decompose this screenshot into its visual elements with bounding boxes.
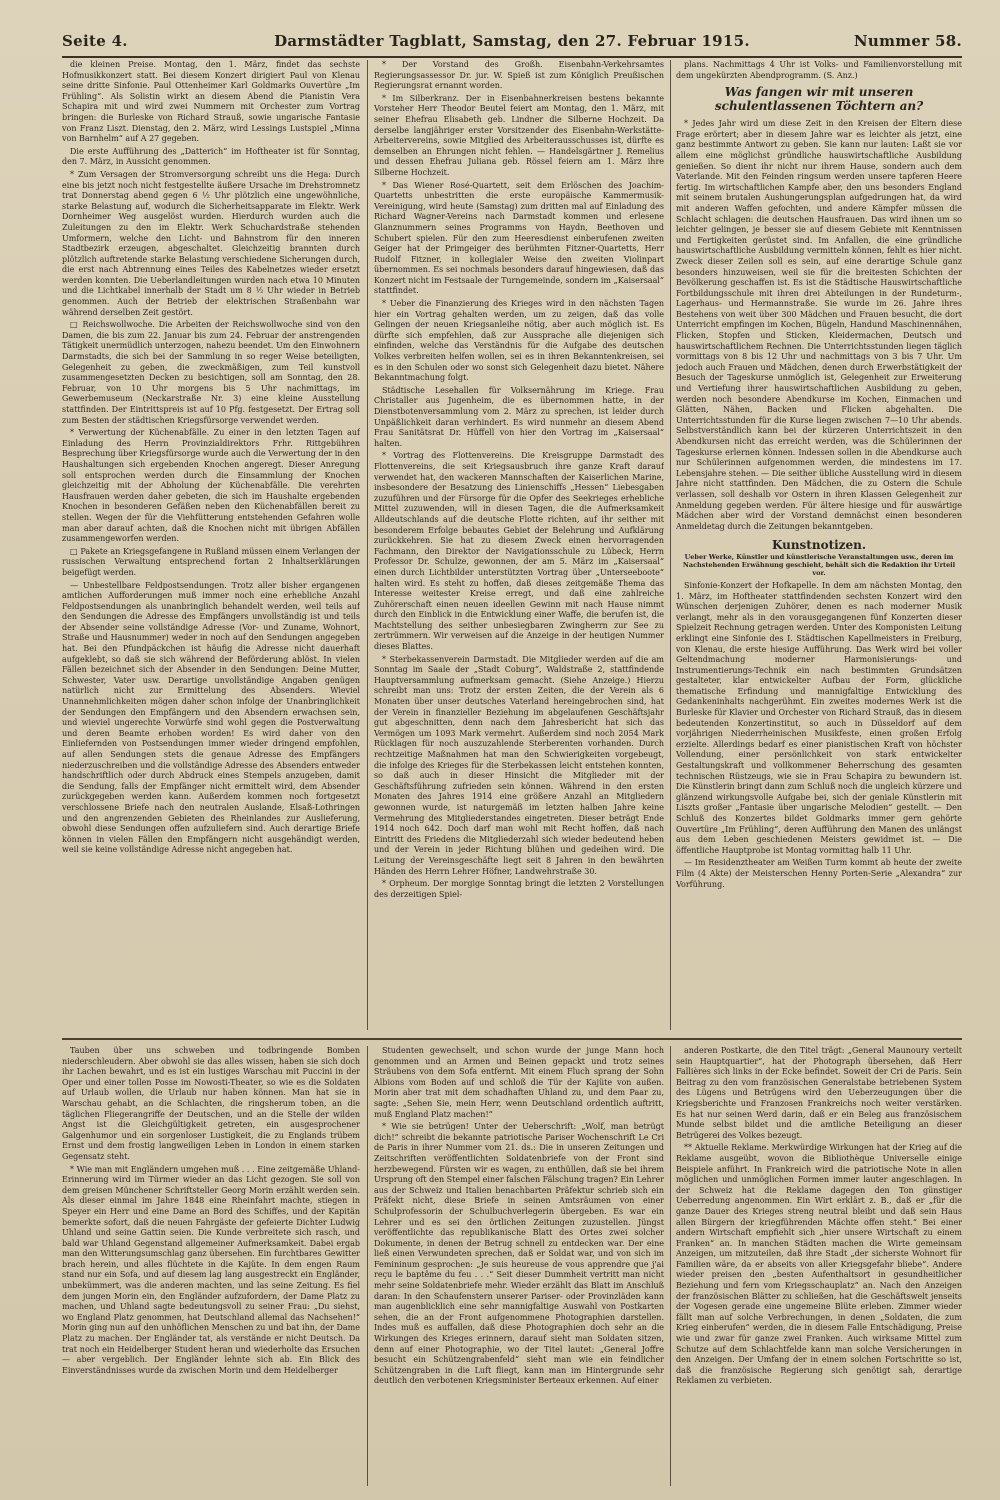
- top-column-1: [62, 60, 360, 1030]
- article-paragraph: * Wie sie betrügen! Unter der Ueberschrift: „Wolf, man betrügt dich!“ schreibt die bekannte patriotische Pariser Wochenschrift Le Cri de Paris in ihrer Nummer vom 21. ds.: Die in unseren Zeitungen und Zeitschriften veröffentlichten Soldatenbriefe von der Front sind herzbewegend. Fürsten wir es wagen, zu enthüllen, daß sie bei ihrem Ursprung oft den Stempel einer falschen Fälschung tragen? Ein Lehrer aus der Schweiz und Italien benachbarten Präfektur schrieb sich ein Präfekt nicht, diese Briefe in seinen Amtsräumen von einer Schulprofessorin der Schulbuchverlegerin übergeben. Es war ein Lehrer und es sei den örtlichen Zeitungen zuzustellen. Jüngst veröffentlichte das republikanische Blatt des Ortes zwei solcher Dokumente, in denen der Betrug schnell zu entdecken war. Der eine ließ einen Verwundeten sprechen, daß er Soldat war, und von sich im Femininum gesprochen: „Je suis heureuse de vous apprendre que j'ai reçu le baptême du feu . . .“ Seit dieser Dummheit vertritt man nicht mehr seine Soldatenbriefe mehr. Wieder erzählt das Blatt im Anschluß daran: In den Schaufenstern unserer Pariser- oder Provinzläden kann man augenblicklich eine sehr mannigfaltige Auswahl von Postkarten sehen, die an der Front aufgenommene Photographien darstellen. Indes muß es auffallen, daß diese Photographien doch sehr an die Wirkungen des Krieges erinnern, darauf sieht man Soldaten sitzen, denn auf einer Photographie, wo der Titel lautet: „General Joffre besucht ein Schützengrabenfeld“ sieht man wie ein feindlicher Schützengraben in die Luft fliegt, kann man im Hintergrunde sehr deutlich den verbotenen Kriegsminister Berteaux erkennen. Auf einer: [374, 1122, 664, 1386]
- article-paragraph: * Orpheum. Der morgige Sonntag bringt die letzten 2 Vorstellungen des derzeitigen Spiel-: [374, 879, 664, 899]
- section-divider: [62, 1038, 962, 1040]
- article-paragraph: □ Reichswollwoche. Die Arbeiten der Reichswollwoche sind von den Damen, die bis zum 22. Januar bis zum 24. Februar der anstrengenden Tätigkeit unermüdlich unterzogen, nahezu beendet. Um den Einwohnern Darmstadts, die sich bei der Sammlung in so reger Weise beteiligten, Gelegenheit zu geben, die zweckmäßigen, zum Teil kunstvoll zusammengesetzten Decken zu besichtigen, soll am Sonntag, den 28. Februar, von 10 Uhr morgens bis 5 Uhr nachmittags, im Gewerbemuseum (Neckarstraße Nr. 3) eine kleine Ausstellung stattfinden. Der Eintrittspreis ist auf 10 Pfg. festgesetzt. Der Ertrag soll zum Besten der städtischen Kriegsfürsorge verwendet werden.: [62, 320, 360, 425]
- article-paragraph: Die erste Aufführung des „Datterich“ im Hoftheater ist für Sonntag, den 7. März, in Aussicht genommen.: [62, 146, 360, 167]
- bottom-column-1: [62, 1046, 360, 1486]
- article-paragraph: — Unbestellbare Feldpostsendungen. Trotz aller bisher ergangenen amtlichen Aufforderungen muß immer noch eine erhebliche Anzahl Feldpostsendungen als unanbringlich behandelt werden, weil teils auf den Sendungen die Adresse des Empfängers unvollständig ist und teils der Absender seine vollständige Adresse (Vor- und Zuname, Wohnort, Straße und Hausnummer) weder in noch auf den Sendungen angegeben hat. Bei den Pfundpäckchen ist häufig die Adresse nicht dauerhaft aufgeklebt, so daß sie sich während der Beförderung ablöst. In vielen Fällen bezeichnet sich der Absender in den Sendungen: Deine Mutter, Schwester, Vater usw. Derartige unvollständige Angaben genügen natürlich nicht zur Ermittelung des Absenders. Wieviel Unannehmlichkeiten mögen daher schon infolge der Unanbringlichkeit der Sendungen den Empfängern und den Absendern erwachsen sein, und wieviel ungerechte Vorwürfe sind wohl gegen die Postverwaltung und deren Beamte erhoben worden! Es wird daher von den Einliefernden von Postsendungen immer wieder dringend empfohlen, auf allen Sendungen stets die genaue Adresse des Empfängers niederzuschreiben und die vollständige Adresse des Absenders entweder handschriftlich oder durch Abdruck eines Stempels anzugeben, damit die Sendung, falls der Empfänger nicht ermittelt wird, dem Absender zurückgegeben werden kann. Außerdem kommen noch fortgesetzt verschlossene Briefe nach den neutralen Auslande, Elsaß-Lothringen und den angrenzenden Gebieten des Rheinlandes zur Auslieferung, obwohl diese Sendungen offen aufzuliefern sind. Auch derartige Briefe können in vielen Fällen den Empfängern nicht ausgehändigt werden, weil sie keine vollständige Adresse nicht angegeben hat.: [62, 580, 360, 855]
- article-paragraph: * Zum Versagen der Stromversorgung schreibt uns die Hega: Durch eine bis jetzt noch nicht festgestellte äußere Ursache im Drehstromnetz trat Donnerstag abend gegen 6 ½ Uhr plötzlich eine ungewöhnliche, starke Belastung auf, wodurch die Sicherheitsapparate im Elektr. Werk Dornheimer Weg ausgelöst wurden. Hierdurch wurden auch die Zuleitungen zu den im Elektr. Werk Schuchardstraße stehenden Umformern, welche den Licht- und Bahnstrom für den inneren Stadtbezirk erzeugen, abgeschaltet. Gleichzeitig brannten durch plötzlich auftretende starke Belastung verschiedene Sicherungen durch, die erst nach Abtrennung eines Teiles des Kabelnetzes wieder ersetzt werden konnten. Die Ueberlandleitungen wurden nach etwa 10 Minuten und die Lichtkabel innerhalb der Stadt um 8 ½ Uhr wieder in Betrieb genommen. Auch der Betrieb der elektrischen Straßenbahn war während derselben Zeit gestört.: [62, 169, 360, 317]
- column-rule: [670, 60, 671, 1030]
- article-paragraph: Tauben über uns schweben und todbringende Bomben niederschleudern. Aber obwohl sie das alles wissen, haben sie sich doch ihr Lachen bewahrt, und es ist ein lustiges Warschau mit Puccini in der Oper und einer tollen Posse im Nowosti-Theater, so wie es die Soldaten auf Urlaub wollen, die Urlaub nur haben können. Man hat sie in Warschau gehabt, an die Schlachten, die ringsherum toben, an die täglichen Fliegerangriffe der Deutschen, und an die Stelle der wilden Angst ist die Gleichgültigkeit getreten, ein ausgesprochener Galgenhumor und ein sorgenloser Lustigkeit, die zu Englands trübem Ernst und dem frostig langweiligen Leben in London in einem starken Gegensatz steht.: [62, 1046, 360, 1161]
- issue-number: Nummer 58.: [853, 32, 962, 50]
- article-paragraph: * Der Vorstand des Großh. Eisenbahn-Verkehrsamtes Regierungsassessor Dr. jur. W. Spieß ist zum Königlich Preußischen Regierungsrat ernannt worden.: [374, 60, 664, 91]
- article-paragraph: * Vortrag des Flottenvereins. Die Kreisgruppe Darmstadt des Flottenvereins, die seit Kriegsausbruch ihre ganze Kraft darauf verwendet hat, den wackeren Mannschaften der Kaiserlichen Marine, insbesondere der Besatzung des Linienschiffs „Hessen“ Liebesgaben zuzuführen und der Fürsorge für die Opfer des Seekrieges erhebliche Mittel zuzuwenden, will in diesen Tagen, die die Aufmerksamkeit Alldeutschlands auf die deutsche Flotte richten, auf ihr seither mit besonderem Erfolge bebautes Gebiet der Belehrung und Aufklärung zurückkehren. Sie hat zu diesem Zweck einen hervorragenden Fachmann, den Direktor der Navigationsschule zu Lübeck, Herrn Professor Dr. Schulze, gewonnen, der am 5. März im „Kaisersaal“ einen durch Lichtbilder unterstützten Vortrag über „Unterseeboote“ halten wird. Es steht zu hoffen, daß dieses zeitgemäße Thema das Interesse weitester Kreise erregt, und daß eine zahlreiche Zuhörerschaft einen neuen ideellen Gewinn mit nach Hause nimmt durch den Einblick in die Entwicklung einer Waffe, die berufen ist, die Machtstellung des seither unbesiegbaren Zwingherrn zur See zu zertrümmern. Wir verweisen auf die Anzeige in der heutigen Nummer dieses Blattes.: [374, 451, 664, 652]
- article-paragraph: * Wie man mit Engländern umgehen muß . . . Eine zeitgemäße Uhland-Erinnerung wird im Türmer wieder an das Licht gezogen. Sie soll von dem greisen Münchener Schriftsteller Georg Morin erzählt werden sein. Als dieser einmal im Jahre 1848 eine Rheinfahrt machte, stiegen in Speyer ein Herr und eine Dame an Bord des Schiffes, und der Kapitän bemerkte sofort, daß die neuen Fahrgäste der gefeierte Dichter Ludwig Uhland und seine Gattin seien. Die Kunde verbreitete sich rasch, und bald war Uhland Gegenstand allgemeiner Aufmerksamkeit. Dabei ergab man den Witterungsumschlag ganz übersehen. Ein furchtbares Gewitter brach herein, und alles flüchtete in die Kajüte. In dem engen Raum stand nur ein Sofa, und auf diesem lag lang ausgestreckt ein Engländer, unbekümmert, was die anderen machten, und las seine Zeitung. Es fiel dem jungen Morin ein, den Engländer aufzufordern, der Dame Platz zu machen, und Uhland sagte bedeutungsvoll zu seiner Frau: „Du siehst, wo England Platz genommen, hat Deutschland allemal das Nachsehen!“ Morin ging nun auf den unhöflichen Menschen zu und bat ihn, der Dame Platz zu machen. Der Engländer tat, als verstände er nicht Deutsch. Da trat noch ein Heidelberger Student heran und wiederholte das Ersuchen — aber vergeblich. Der Engländer lehnte sich ab. Ein Blick des Einverständnisses wurde da zwischen Morin und dem Heidelberger: [62, 1164, 360, 1375]
- article-body: [676, 119, 962, 532]
- article-paragraph: * Sterbekassenverein Darmstadt. Die Mitglieder werden auf die am Sonntag im Saale der „Stadt Coburg“, Waldstraße 2, stattfindende Hauptversammlung aufmerksam gemacht. (Siehe Anzeige.) Hierzu schreibt man uns: Trotz der ersten Zeiten, die der Verein als 6 Monaten über unser deutsches Vaterland hereingebrochen sind, hat der Verein in finanzieller Beziehung im abgelaufenen Geschäftsjahr gut abgeschnitten, denn nach dem Jahresbericht hat sich das Vermögen um 1093 Mark vermehrt. Außerdem sind noch 2054 Mark Rücklagen für noch auszuzahlende Sterberenten vorhanden. Durch rechtzeitige Maßnahmen hat man den Schwierigkeiten vorgebeugt, die infolge des Krieges für die Sterbekassen leicht entstehen konnten, so daß auch in dieser Hinsicht die Mitglieder mit der Geschäftsführung zufrieden sein können. Während in den ersten Monaten des Jahres 1914 eine größere Anzahl an Mitgliedern gewonnen wurde, ist naturgemäß im letzten halben Jahre keine Vermehrung des Mitgliederstandes eingetreten. Dieser beträgt Ende 1914 noch 642. Doch darf man wohl mit Recht hoffen, daß nach Eintritt des Friedens die Mitgliederzahl sich wieder bedeutend heben und der Verein in jeder Richtung blühen und gedeihen wird. Die Leitung der Vereinsgeschäfte liegt seit 8 Jahren in den bewährten Händen des Herrn Lehrer Höfner, Landwehrstraße 30.: [374, 654, 664, 876]
- article-paragraph: * Jedes Jahr wird um diese Zeit in den Kreisen der Eltern diese Frage erörtert; aber in diesem Jahre war es leichter als jetzt, eine ganz bestimmte Antwort zu geben. Sie kann nur lauten: Laßt sie vor allem eine möglichst gründliche hauswirtschaftliche Ausbildung genießen. So dient ihr nicht nur ihrem Hause, sondern auch dem Vaterlande. Mit den Feinden ringsum werden unsere tapferen Heere fertig. Im wirtschaftlichen Kampfe aber, den uns besonders England mit seinem brutalen Aushungerungsplan aufgedrungen hat, da wird mit anderen Waffen gefochten, und andere Kämpfer müssen die Schlacht schlagen: die deutschen Hausfrauen. Das wird ihnen um so leichter gelingen, je besser sie auf diesem Gebiete mit Kenntnissen und Fertigkeiten gerüstet sind. Im Anfallen, die eine gründliche hauswirtschaftliche Ausbildung vermitteln können, fehlt es hier nicht. Zweck dieser Zeilen soll es sein, auf eine derartige Schule ganz besonders hinzuweisen, weil sie für die breitesten Schichten der Bevölkerung geschaffen ist. Es ist die Städtische Hauswirtschaftliche Fortbildungsschule mit ihren drei Abteilungen in der Rundeturm-, Lagerhaus- und Hermannstraße. Sie wurde im 26. Jahre ihres Bestehens von weit über 300 Mädchen und Frauen besucht, die dort Unterricht empfingen im Kochen, Bügeln, Handund Maschinennähen, Flicken, Stopfen und Sticken, Kleidermachen, Deutsch und hauswirtschaftlichem Rechnen. Die Unterrichtsstunden liegen täglich vormittags von 8 bis 12 Uhr und nachmittags von 3 bis 7 Uhr. Um jedoch auch Frauen und Mädchen, denen durch Erwerbstätigkeit der Besuch der Tageskurse unmöglich ist, Gelegenheit zur Erweiterung und Vertiefung ihrer hauswirtschaftlichen Ausbildung zu geben, werden noch besondere Abendkurse im Kochen, Einmachen und Glätten, Nähen, Backen und Flicken abgehalten. Die Unterrichtsstunden für die Kurse liegen zwischen 7—10 Uhr abends. Selbstverständlich kann bei der kürzeren Unterrichtszeit in den Abendkursen nicht das erreicht werden, was die Schülerinnen der Tageskurse erlernen können. Indessen sollen in die Abendkurse auch nur Schülerinnen aufgenommen werden, die mindestens im 17. Lebensjahre stehen. — Die seither übliche Ausstellung wird in diesem Jahre nicht stattfinden. Den Mädchen, die zu Ostern die Schule verlassen, soll deshalb vor Ostern in ihren Klassen Gelegenheit zur Anmeldung gegeben werden. Für ältere hiesige und für auswärtige Mädchen aber wird der Vorstand demnächst einen besonderen Anmeldetag durch die Zeitungen bekanntgeben.: [676, 119, 962, 531]
- article-paragraph: * Das Wiener Rosé-Quartett, seit dem Erlöschen des Joachim-Quartetts unbestritten die erste europäische Kammermusik-Vereinigung, wird heute (Samstag) zum dritten mal auf Einladung des Richard Wagner-Vereins nach Darmstadt kommen und erlesene Glanznummern seines Programms von Haydn, Beethoven und Schubert spielen. Für den zum Heeresdienst einberufenen zweiten Geiger hat der Primgeiger des berühmten Fitzner-Quartetts, Herr Rudolf Fitzner, in kollegialer Weise den zweiten Violinpart übernommen. Es sei nochmals besonders darauf hingewiesen, daß das Konzert nicht im Festsaale der Turngemeinde, sondern im „Kaisersaal“ stattfindet.: [374, 180, 664, 296]
- column-lead-text: plans. Nachmittags 4 Uhr ist Volks- und Familienvorstellung mit dem ungekürzten Abendprogramm. (S. Anz.): [676, 60, 962, 80]
- top-column-3: [676, 60, 962, 1035]
- article-paragraph: — Im Residenztheater am Weißen Turm kommt ab heute der zweite Film (4 Akte) der Meisterschen Henny Porten-Serie „Alexandra“ zur Vorführung.: [676, 858, 962, 889]
- top-column-2: [374, 60, 664, 1030]
- article-paragraph: anderen Postkarte, die den Titel trägt: „General Maunoury verteilt sein Hauptquartier“, hat der Photograph übersehen, daß Herr Fallières sich links in der Ecke befindet. Soweit der Cri de Paris. Sein Beitrag zu den vom französischen Generalstabe betriebenen System des Lügens und Betrügens wird den Ueberzeugungen über die Kriegsberichte und Franzosen Frankreichs noch weiter verstärken. Es hat nur seinen Werd darin, daß er ein Beleg aus französischem Munde selbst bildet und die amtliche Beteiligung an dieser Betrügerei des Volkes bezeugt.: [676, 1046, 962, 1140]
- editorial-note: Ueber Werke, Künstler und künstlerische Veranstaltungen usw., deren im Nachstehenden Erwähnung geschieht, behält sich die Redaktion ihr Urteil vor.: [682, 552, 956, 577]
- article-heading: Was fangen wir mit unseren schulentlassenen Töchtern an?: [714, 85, 924, 114]
- article-paragraph: □ Pakete an Kriegsgefangene in Rußland müssen einem Verlangen der russischen Verwaltung entsprechend fortan 2 Inhaltserklärungen beigefügt werden.: [62, 546, 360, 577]
- article-paragraph: die kleinen Preise. Montag, den 1. März, findet das sechste Hofmusikkonzert statt. Bei diesem Konzert dirigiert Paul von Klenau seine dritte Sinfonie. Paul Ottenheimer Karl Goldmarks Ouvertüre „Im Frühling“. Als Solistin wirkt an diesem Abend die Pianistin Vera Schapira mit und wird zwei Nummern mit Orchester zum Vortrag bringen: die Burleske von Richard Strauß, sowie ungarische Fantasie von Franz Liszt. Dienstag, den 2. März, wird Lessings Lustspiel „Minna von Barnhelm“ auf A 27 gegeben.: [62, 60, 360, 144]
- article-paragraph: * Ueber die Finanzierung des Krieges wird in den nächsten Tagen hier ein Vortrag gehalten werden, um zu zeigen, daß das volle Gelingen der neuen Kriegsanleihe nötig, aber auch möglich ist. Es dürfte sich empfehlen, daß zur Aussprache alle diejenigen sich einfinden, welche das Verständnis für die Aufgabe des deutschen Volkes verbreiten helfen wollen, sei es in ihren Bekanntenkreisen, sei es in den Schulen oder wo sonst sich Gelegenheit dazu bietet. Nähere Bekanntmachung folgt.: [374, 299, 664, 383]
- page-number: Seite 4.: [62, 32, 128, 50]
- article-paragraph: Städtische Lesehallen für Volksernährung im Kriege. Frau Christaller aus Jugenheim, die es übernommen hatte, in der Dienstbotenversammlung vom 2. März zu sprechen, ist leider durch Unpäßlichkeit daran verhindert. Es wird nunmehr an diesem Abend Frau Sanitätsrat Dr. Hüffell von hier den Vortrag im „Kaisersaal“ halten.: [374, 385, 664, 448]
- masthead: [62, 30, 962, 58]
- column-rule: [670, 1046, 671, 1486]
- column-rule: [367, 60, 368, 1030]
- column-rule: [367, 1046, 368, 1486]
- newspaper-title-date: Darmstädter Tagblatt, Samstag, den 27. Februar 1915.: [274, 32, 750, 50]
- bottom-column-2: [374, 1046, 664, 1486]
- article-paragraph: ** Aktuelle Reklame. Merkwürdige Wirkungen hat der Krieg auf die Reklame ausgeübt, wovon die Bibliothèque Universelle einige Beispiele anführt. In Frankreich wird die patriotische Note in allen möglichen und unmöglichen Formen immer lauter angeschlagen. In der Schweiz hat die Reklame dagegen den Ton günstiger Ueberredung angenommen. Ein Wirt erklärt z. B., daß er „für die ganze Dauer des Krieges streng neutral bleibt und daß sein Haus allen Bürgern der kriegführenden Mächte offen steht.“ Bei einer andern Wirtschaft empfiehlt sich „hier unsere Wirtschaft zu einem Franken“ an. In manchen Städten machen die Wirte gemeinsam Anzeigen, um mitzuteilen, daß ihre Stadt „der sicherste Wohnort für Familien wäre, da er abseits von aller Kriegsgefahr bliebe“. Andere wieder preisen den „besten Aufenthaltsort in gesundheitlicher Beziehung und fern vom Kriegsschauplatz“ an. Nach den Anzeigen der französischen Blätter zu schließen, hat die Geschäftswelt jenseits der Vogesen gerade eine ungemeine Blüte erleben. Zimmer wieder fällt man auf solche Verbrechungen, in denen „Soldaten, die zum Krieg einberufen“ werden, die in diesem Falle Entschädigung, Preise wie und zwar für ganze zwei Franken. Auch wirksame Mittel zum Schutze auf dem Schlachtfelde kann man solche Versicherungen in den Anzeigen. Der Umfang der in einem solchen Fortschritte so ist, daß die französische Regierung sich genötigt sah, derartige Reklamen zu verbieten.: [676, 1143, 962, 1386]
- article-body: [676, 581, 962, 890]
- section-heading: Kunstnotizen.: [771, 538, 867, 553]
- article-paragraph: * Verwertung der Küchenabfälle. Zu einer in den letzten Tagen auf Einladung des Herrn Provinzialdirektors Frhr. Rittgebühren Besprechung über Kriegsfürsorge wurde auch die Verwertung der in den Haushaltungen sich ergebenden Knochen angeregt. Dieser Anregung soll entsprochen werden durch die Einsammlung der Knochen gleichzeitig mit der Abholung der Küchenabfälle. Die verehrten Hausfrauen werden daher gebeten, die sich im Haushalte ergebenden Knochen in besonderen Gefäßen neben den Küchenabfällen bereit zu stellen. Wegen der für die Viehfütterung entstehenden Gefahren wolle man aber darauf achten, daß die Knochen nicht mit übrigen Abfällen zusammengeworfen werden.: [62, 428, 360, 544]
- article-paragraph: Studenten gewechselt, und schon wurde der junge Mann hoch genommen und an Armen und Beinen gepackt und trotz seines Sträubens von dem Sofa entfernt. Mit einem Fluch sprang der Sohn Albions vom Boden auf und schloß die Tür der Kajüte von außen. Morin aber trat mit dem schadhaften Uhland zu, und dem Paar zu, sagte: „Sehen Sie, mein Herr, wenn Deutschland ordentlich auftritt, muß England Platz machen!“: [374, 1046, 664, 1119]
- article-paragraph: * Im Silberkranz. Der in Eisenbahnerkreisen bestens bekannte Vorsteher Herr Theodor Beutel feiert am Montag, den 1. März, mit seiner Ehefrau Elisabeth geb. Lindner die Silberne Hochzeit. Da derselbe langjähriger erster Vorsitzender des Eisenbahn-Werkstätte-Arbeitervereins, sowie Mitglied des Arbeiterausschusses ist, dürfte es demselben an Ehrungen nicht fehlen. — Handelsgärtner J. Remelius und dessen Ehefrau Juliana geb. Rössel feiern am 1. März ihre Silberne Hochzeit.: [374, 93, 664, 177]
- bottom-column-3: [676, 1046, 962, 1486]
- article-paragraph: Sinfonie-Konzert der Hofkapelle. In dem am nächsten Montag, den 1. März, im Hoftheater stattfindenden sechsten Konzert wird den Wünschen derjenigen Zuhörer, denen es nach moderner Musik verlangt, mehr als in den vorausgegangenen fünf Konzerten dieser Spielzeit Rechnung getragen werden. Unter des Komponisten Leitung erklingt eine Sinfonie des I. Städtischen Kapellmeisters in Freiburg, von Klenau, die erste hiesige Aufführung. Das Werk wird bei voller Geltendmachung moderner Harmonisierungs- und Instrumentierungs-Technik ein nach bestimmten Grundsätzen gestalteter, klar entwickelter Aufbau der Form, glückliche thematische Erfindung und mannigfaltige Entwicklung des Gedankeninhalts nachgerühmt. Ein zweites modernes Werk ist die Burleske für Klavier und Orchester von Richard Strauß, das in diesem bedeutenden Konzertinstitut, so auch in Düsseldorf auf dem vorjährigen Niederrheinischen Musikfeste, einen großen Erfolg erzielte. Allerdings bedarf es einer pianistischen Kraft von höchster Vollendung, einer persönlichkeit von stark entwickelter Gestaltungskraft und vollkommener Beherrschung des gesamten technischen Rüstzeugs, wie sie in Frau Schapira zu bewundern ist. Die Künstlerin bringt dann zum Schluß noch die ungleich kürzere und glänzend wirkungsvolle Aufgabe bei, sich der geniale Künstlerin mit Liszts großer „Fantasie über ungarische Melodien“ gestellt. — Den Schluß des Konzertes bildet Goldmarks immer gern gehörte Ouvertüre „Im Frühling“, deren Aufführung den Manen des unlängst aus dem Leben geschiedenen Meisters gewidmet ist. — Die öffentliche Hauptprobe ist Montag vormittag halb 11 Uhr.: [676, 580, 962, 855]
